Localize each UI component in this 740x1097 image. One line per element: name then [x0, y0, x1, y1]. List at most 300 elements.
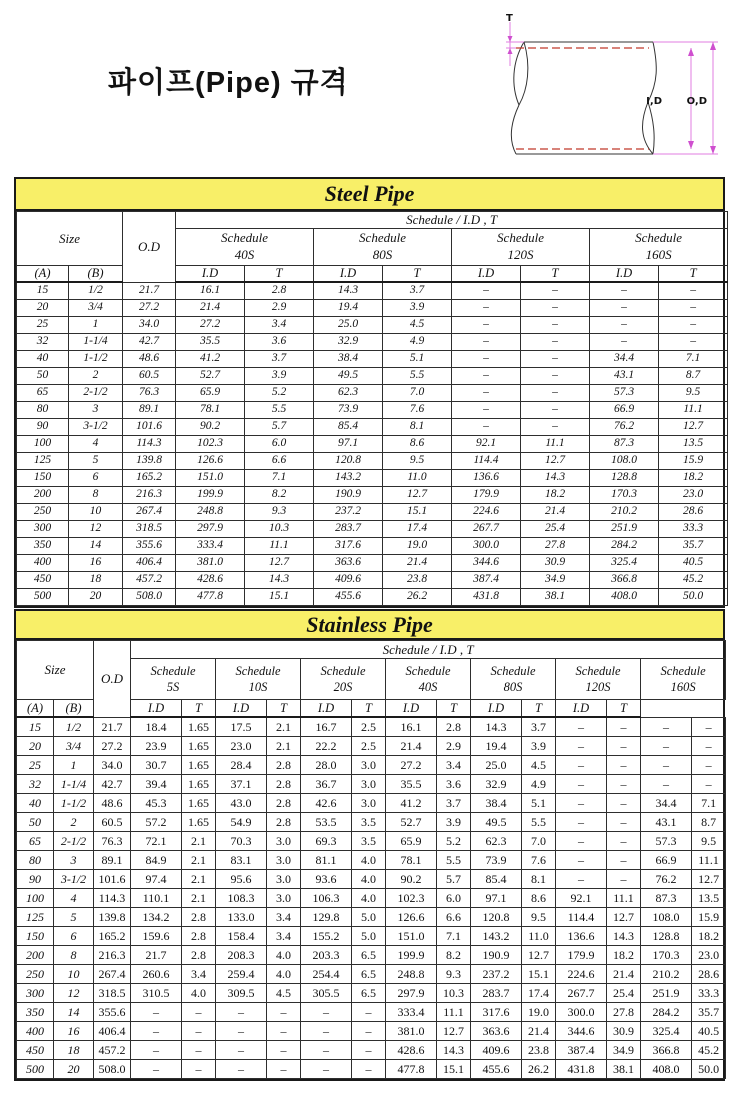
table-row [17, 889, 726, 908]
cell: 18.2 [659, 470, 728, 487]
cell: 179.9 [556, 946, 607, 965]
cell: 23.0 [659, 487, 728, 504]
t-col-header: T [245, 266, 314, 283]
cell: 25.0 [314, 317, 383, 334]
cell: 52.7 [386, 813, 437, 832]
cell: 477.8 [386, 1060, 437, 1079]
id-col-header: I.D [301, 700, 352, 718]
cell: 2.1 [267, 717, 301, 737]
cell: 16 [69, 555, 123, 572]
t-col-header: T [182, 700, 216, 718]
cell: 40 [17, 351, 69, 368]
cell: 4.0 [267, 965, 301, 984]
cell: 1-1/4 [54, 775, 94, 794]
schedule-span-header: Schedule / I.D , T [176, 212, 728, 229]
size-b-header: (B) [54, 700, 94, 718]
cell: 15.1 [522, 965, 556, 984]
cell: 19.4 [471, 737, 522, 756]
cell: 400 [17, 1022, 54, 1041]
cell: 4.9 [383, 334, 452, 351]
cell: 28.6 [692, 965, 726, 984]
cell: 151.0 [176, 470, 245, 487]
cell: 73.9 [471, 851, 522, 870]
table-row [17, 1003, 726, 1022]
cell: 108.0 [590, 453, 659, 470]
cell: 170.3 [641, 946, 692, 965]
cell: 477.8 [176, 589, 245, 606]
cell: 90.2 [176, 419, 245, 436]
cell: 92.1 [556, 889, 607, 908]
cell: 251.9 [590, 521, 659, 538]
table-row [17, 756, 726, 775]
cell: 3-1/2 [54, 870, 94, 889]
cell: 2 [54, 813, 94, 832]
cell: 267.7 [452, 521, 521, 538]
cell: 33.3 [692, 984, 726, 1003]
cell: 23.0 [216, 737, 267, 756]
cell: 54.9 [216, 813, 267, 832]
cell: 2.1 [267, 737, 301, 756]
cell: 21.4 [383, 555, 452, 572]
cell: 136.6 [452, 470, 521, 487]
cell: 250 [17, 504, 69, 521]
cell: 14.3 [607, 927, 641, 946]
cell: 14.3 [521, 470, 590, 487]
cell: 10 [69, 504, 123, 521]
cell: 11.1 [245, 538, 314, 555]
cell: 1.65 [182, 794, 216, 813]
cell: 3.5 [352, 813, 386, 832]
cell: 50.0 [692, 1060, 726, 1079]
cell: 114.3 [123, 436, 176, 453]
cell: 15 [17, 717, 54, 737]
table-row [17, 368, 728, 385]
cell: 78.1 [176, 402, 245, 419]
cell: 300.0 [556, 1003, 607, 1022]
cell: – [521, 334, 590, 351]
cell: 9.3 [437, 965, 471, 984]
cell: 431.8 [556, 1060, 607, 1079]
cell: 3.4 [245, 317, 314, 334]
schedule-group-header: Schedule 10S [216, 659, 301, 700]
od-header: O.D [94, 641, 131, 718]
cell: 32.9 [471, 775, 522, 794]
cell: – [452, 282, 521, 300]
cell: 18 [54, 1041, 94, 1060]
id-col-header: I.D [471, 700, 522, 718]
cell: 39.4 [131, 775, 182, 794]
cell: 128.8 [590, 470, 659, 487]
cell: 5.0 [352, 927, 386, 946]
cell: 35.7 [692, 1003, 726, 1022]
cell: 26.2 [522, 1060, 556, 1079]
cell: 409.6 [314, 572, 383, 589]
cell: 38.4 [471, 794, 522, 813]
cell: 80 [17, 851, 54, 870]
cell: – [452, 419, 521, 436]
cell: 43.1 [641, 813, 692, 832]
cell: 200 [17, 946, 54, 965]
schedule-group-header: Schedule 40S [386, 659, 471, 700]
cell: 120.8 [314, 453, 383, 470]
cell: 6.0 [437, 889, 471, 908]
cell: – [182, 1041, 216, 1060]
cell: 18 [69, 572, 123, 589]
cell: 305.5 [301, 984, 352, 1003]
cell: 366.8 [590, 572, 659, 589]
cell: 297.9 [386, 984, 437, 1003]
cell: 9.5 [692, 832, 726, 851]
cell: 57.3 [641, 832, 692, 851]
cell: – [267, 1022, 301, 1041]
cell: 143.2 [314, 470, 383, 487]
cell: 20 [69, 589, 123, 606]
cell: 19.4 [314, 300, 383, 317]
cell: 15.9 [692, 908, 726, 927]
table-row [17, 870, 726, 889]
cell: 45.2 [659, 572, 728, 589]
cell: – [182, 1003, 216, 1022]
cell: 267.4 [94, 965, 131, 984]
od-header: O.D [123, 212, 176, 283]
cell: 20 [17, 300, 69, 317]
cell: – [352, 1022, 386, 1041]
t-col-header: T [267, 700, 301, 718]
cell: 6.6 [437, 908, 471, 927]
cell: 23.0 [692, 946, 726, 965]
id-col-header: I.D [556, 700, 607, 718]
cell: 3 [69, 402, 123, 419]
id-col-header: I.D [590, 266, 659, 283]
cell: 114.3 [94, 889, 131, 908]
cell: 12 [54, 984, 94, 1003]
dimension-arrowheads [508, 36, 717, 154]
cell: 408.0 [641, 1060, 692, 1079]
cell: – [452, 300, 521, 317]
cell: 30.9 [521, 555, 590, 572]
cell: 216.3 [123, 487, 176, 504]
cell: 284.2 [641, 1003, 692, 1022]
cell: – [267, 1003, 301, 1022]
cell: 25.4 [521, 521, 590, 538]
cell: 8.2 [245, 487, 314, 504]
cell: 363.6 [314, 555, 383, 572]
cell: 7.0 [383, 385, 452, 402]
cell: 76.3 [94, 832, 131, 851]
cell: 1.65 [182, 813, 216, 832]
size-b-header: (B) [69, 266, 123, 283]
cell: 12.7 [522, 946, 556, 965]
cell: – [556, 756, 607, 775]
cell: 17.4 [383, 521, 452, 538]
cell: 3.4 [182, 965, 216, 984]
cell: – [641, 717, 692, 737]
cell: 8.1 [383, 419, 452, 436]
cell: 2.8 [267, 775, 301, 794]
cell: – [521, 317, 590, 334]
cell: 80 [17, 402, 69, 419]
cell: 25 [17, 317, 69, 334]
cell: – [659, 282, 728, 300]
stainless-pipe-table-title: Stainless Pipe [16, 611, 723, 640]
cell: 34.0 [94, 756, 131, 775]
cell: – [521, 368, 590, 385]
cell: 2.8 [245, 282, 314, 300]
cell: 108.3 [216, 889, 267, 908]
cell: 9.5 [383, 453, 452, 470]
cell: – [692, 775, 726, 794]
steel-pipe-table [16, 211, 728, 606]
cell: 45.2 [692, 1041, 726, 1060]
cell: 5.2 [437, 832, 471, 851]
cell: 66.9 [590, 402, 659, 419]
cell: 93.6 [301, 870, 352, 889]
cell: 5.5 [383, 368, 452, 385]
cell: 139.8 [94, 908, 131, 927]
cell: 224.6 [556, 965, 607, 984]
cell: 87.3 [641, 889, 692, 908]
cell: 3 [54, 851, 94, 870]
cell: 108.0 [641, 908, 692, 927]
cell: 100 [17, 436, 69, 453]
cell: 42.7 [94, 775, 131, 794]
cell: 21.7 [131, 946, 182, 965]
cell: 134.2 [131, 908, 182, 927]
cell: – [692, 756, 726, 775]
cell: 1/2 [54, 717, 94, 737]
cell: – [607, 813, 641, 832]
cell: 37.1 [216, 775, 267, 794]
cell: 76.2 [641, 870, 692, 889]
cell: – [182, 1060, 216, 1079]
cell: 23.8 [383, 572, 452, 589]
cell: 2.5 [352, 737, 386, 756]
cell: 110.1 [131, 889, 182, 908]
cell: 21.4 [607, 965, 641, 984]
cell: 344.6 [556, 1022, 607, 1041]
cell: – [521, 300, 590, 317]
cell: – [556, 851, 607, 870]
cell: 9.5 [522, 908, 556, 927]
cell: 297.9 [176, 521, 245, 538]
cell: 3.7 [245, 351, 314, 368]
cell: 170.3 [590, 487, 659, 504]
cell: 52.7 [176, 368, 245, 385]
cell: – [521, 385, 590, 402]
cell: 283.7 [471, 984, 522, 1003]
cell: 250 [17, 965, 54, 984]
cell: 20 [17, 737, 54, 756]
cell: 6.5 [352, 984, 386, 1003]
cell: 11.1 [521, 436, 590, 453]
steel-pipe-table-title: Steel Pipe [16, 179, 723, 211]
cell: 38.4 [314, 351, 383, 368]
cell: 333.4 [176, 538, 245, 555]
t-col-header: T [522, 700, 556, 718]
cell: 7.1 [659, 351, 728, 368]
cell: – [131, 1003, 182, 1022]
schedule-group-header: Schedule 120S [452, 229, 590, 266]
table-row [17, 504, 728, 521]
cell: 49.5 [314, 368, 383, 385]
cell: 129.8 [301, 908, 352, 927]
cell: – [556, 737, 607, 756]
cell: 409.6 [471, 1041, 522, 1060]
cell: 95.6 [216, 870, 267, 889]
cell: 2.8 [182, 946, 216, 965]
table-row [17, 851, 726, 870]
schedule-group-header: Schedule 80S [471, 659, 556, 700]
cell: 136.6 [556, 927, 607, 946]
pipe-dimension-diagram [486, 12, 738, 168]
cell: 34.9 [521, 572, 590, 589]
table-row [17, 908, 726, 927]
cell: 3.9 [522, 737, 556, 756]
cell: 1.65 [182, 756, 216, 775]
cell: 216.3 [94, 946, 131, 965]
cell: 16.1 [386, 717, 437, 737]
cell: 199.9 [176, 487, 245, 504]
cell: – [521, 419, 590, 436]
cell: – [607, 775, 641, 794]
cell: 7.1 [245, 470, 314, 487]
cell: 25.0 [471, 756, 522, 775]
cell: 2.9 [245, 300, 314, 317]
cell: 89.1 [94, 851, 131, 870]
cell: 387.4 [452, 572, 521, 589]
cell: 42.7 [123, 334, 176, 351]
cell: 2.1 [182, 832, 216, 851]
cell: 57.2 [131, 813, 182, 832]
cell: 5.7 [245, 419, 314, 436]
cell: 62.3 [314, 385, 383, 402]
cell: – [216, 1041, 267, 1060]
cell: 35.5 [176, 334, 245, 351]
cell: 1.65 [182, 737, 216, 756]
cell: 5.5 [437, 851, 471, 870]
cell: 72.1 [131, 832, 182, 851]
cell: 23.8 [522, 1041, 556, 1060]
cell: 3.4 [267, 927, 301, 946]
cell: 12.7 [659, 419, 728, 436]
cell: 3/4 [69, 300, 123, 317]
cell: 11.1 [692, 851, 726, 870]
cell: 508.0 [123, 589, 176, 606]
cell: – [607, 832, 641, 851]
table-row [17, 521, 728, 538]
cell: 155.2 [301, 927, 352, 946]
cell: 317.6 [314, 538, 383, 555]
cell: 5.7 [437, 870, 471, 889]
cell: 208.3 [216, 946, 267, 965]
cell: – [131, 1060, 182, 1079]
cell: 5.1 [383, 351, 452, 368]
cell: 21.4 [386, 737, 437, 756]
cell: 2.1 [182, 870, 216, 889]
cell: 50 [17, 813, 54, 832]
cell: 13.5 [659, 436, 728, 453]
table-row [17, 402, 728, 419]
cell: – [556, 794, 607, 813]
cell: 400 [17, 555, 69, 572]
t-col-header: T [659, 266, 728, 283]
cell: 18.2 [607, 946, 641, 965]
cell: 457.2 [94, 1041, 131, 1060]
cell: 5.5 [245, 402, 314, 419]
cell: 1.65 [182, 775, 216, 794]
cell: 18.4 [131, 717, 182, 737]
schedule-group-header: Schedule 120S [556, 659, 641, 700]
cell: 34.9 [607, 1041, 641, 1060]
cell: 14 [54, 1003, 94, 1022]
cell: 5.1 [522, 794, 556, 813]
table-row [17, 717, 726, 737]
cell: 27.2 [94, 737, 131, 756]
cell: 139.8 [123, 453, 176, 470]
cell: – [607, 737, 641, 756]
cell: 284.2 [590, 538, 659, 555]
schedule-group-header: Schedule 160S [641, 659, 726, 700]
table-row [17, 1060, 726, 1079]
table-row [17, 555, 728, 572]
cell: 11.1 [607, 889, 641, 908]
cell: 310.5 [131, 984, 182, 1003]
cell: 126.6 [386, 908, 437, 927]
cell: 5.2 [245, 385, 314, 402]
cell: 8.1 [522, 870, 556, 889]
cell: 4.0 [352, 889, 386, 908]
cell: 2-1/2 [54, 832, 94, 851]
cell: 344.6 [452, 555, 521, 572]
cell: 126.6 [176, 453, 245, 470]
table-row [17, 946, 726, 965]
cell: 25 [17, 756, 54, 775]
cell: 22.2 [301, 737, 352, 756]
cell: 455.6 [471, 1060, 522, 1079]
cell: 8.6 [383, 436, 452, 453]
cell: 11.0 [383, 470, 452, 487]
cell: 15.1 [383, 504, 452, 521]
cell: 11.0 [522, 927, 556, 946]
cell: 2.1 [182, 889, 216, 908]
cell: 10.3 [245, 521, 314, 538]
cell: 38.1 [521, 589, 590, 606]
cell: 19.0 [383, 538, 452, 555]
cell: 27.2 [176, 317, 245, 334]
cell: – [556, 870, 607, 889]
cell: 36.7 [301, 775, 352, 794]
cell: 1 [69, 317, 123, 334]
table-row [17, 589, 728, 606]
cell: 21.4 [176, 300, 245, 317]
cell: 12 [69, 521, 123, 538]
table-row [17, 1041, 726, 1060]
schedule-group-header: Schedule 40S [176, 229, 314, 266]
stainless-pipe-section [14, 609, 725, 1081]
cell: 14.3 [245, 572, 314, 589]
id-col-header: I.D [131, 700, 182, 718]
cell: 48.6 [123, 351, 176, 368]
cell: 283.7 [314, 521, 383, 538]
cell: 14.3 [437, 1041, 471, 1060]
cell: 32 [17, 775, 54, 794]
cell: 350 [17, 1003, 54, 1022]
cell: 366.8 [641, 1041, 692, 1060]
cell: 1-1/2 [69, 351, 123, 368]
cell: 428.6 [386, 1041, 437, 1060]
cell: 3.7 [383, 282, 452, 300]
t-col-header: T [607, 700, 641, 718]
